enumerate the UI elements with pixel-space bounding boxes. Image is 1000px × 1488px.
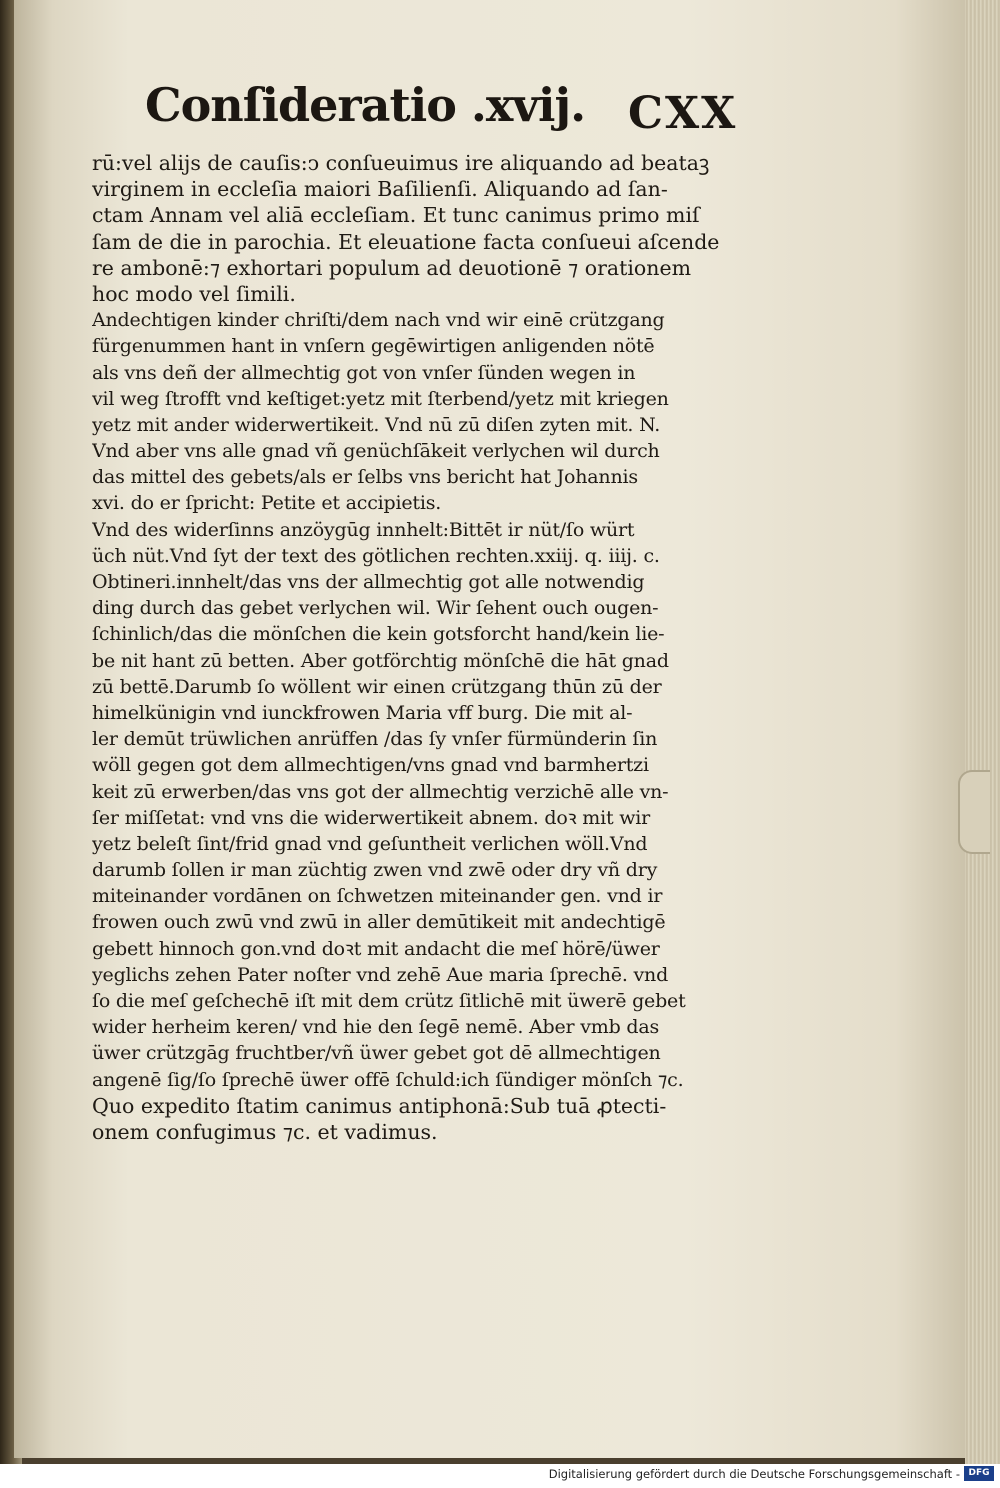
text-line: keit zū erwerben/das vns got der allmechtig verzichē alle vn-	[92, 780, 669, 803]
text-line: rū:vel alijs de cauſis:ↄ conſueuimus ire aliquando ad beataꝫ	[92, 151, 710, 175]
text-line: yetz mit ander widerwertikeit. Vnd nū zū diſen zyten mit. N.	[92, 413, 661, 436]
text-line: ſam de die in parochia. Et eleuatione facta conſueui aſcende	[92, 229, 720, 254]
text-line: ctam Annam vel aliā eccleſiam. Et tunc canimus primo miſ	[92, 203, 700, 228]
text-line: vil weg ſtrofft vnd keſtiget:yetz mit ſterbend/yetz mit kriegen	[92, 387, 669, 410]
text-line: ſer miſſetat: vnd vns die widerwertikeit abnem. doꝛ mit wir	[92, 806, 651, 829]
text-line: Obtineri.innhelt/das vns der allmechtig got alle notwendig	[92, 571, 645, 593]
text-line: zū bettē.Darumb ſo wöllent wir einen crützgang thūn zū der	[92, 675, 662, 698]
text-line: üwer crützgāg fruchtber/vñ üwer gebet got dē allmechtigen	[92, 1042, 661, 1065]
folio-number: CXX	[628, 88, 738, 139]
text-line: gebett hinnoch gon.vnd doꝛt mit andacht die meſ hörē/üwer	[92, 937, 660, 960]
text-line: yeglichs zehen Pater noſter vnd zehē Aue maria ſprechē. vnd	[92, 963, 669, 986]
body-text-block	[92, 150, 772, 1145]
text-line: wider herheim keren/ vnd hie den ſegē nemē. Aber vmb das	[92, 1016, 660, 1039]
text-line: ding durch das gebet verlychen wil. Wir ſehent ouch ougen-	[92, 597, 659, 620]
dfg-logo: DFG	[964, 1466, 994, 1481]
text-line: re ambonē:⁊ exhortari populum ad deuotionē ⁊ orationem	[92, 255, 692, 280]
text-line: Vnd aber vns alle gnad vñ genüchſākeit verlychen wil durch	[92, 440, 660, 463]
text-line: onem confugimus ⁊c. et vadimus.	[92, 1119, 438, 1144]
text-line: ſchinlich/das die mönſchen die kein gotsforcht hand/kein lie-	[92, 623, 665, 646]
text-line: das mittel des gebets/als er ſelbs vns bericht hat Johannis	[92, 466, 638, 489]
text-line: fürgenummen hant in vnſern gegēwirtigen anligenden nötē	[92, 335, 655, 358]
text-line: Quo expedito ſtatim canimus antiphonā:Sub tuā ꝓtecti-	[92, 1093, 667, 1118]
page-fore-edge	[965, 0, 1000, 1464]
text-line: ſo die meſ geſchechē iſt mit dem crütz ſitlichē mit üwerē gebet	[92, 990, 686, 1012]
text-line: himelkünigin vnd iunckfrowen Maria vff burg. Die mit al-	[92, 701, 633, 724]
text-line: Andechtigen kinder chriſti/dem nach vnd wir einē crützgang	[92, 309, 665, 332]
digitization-credit: Digitalisierung gefördert durch die Deutsche Forschungsgemeinschaft -	[548, 1467, 960, 1481]
running-header-title: Conſideratio .xvij.	[145, 78, 586, 132]
text-line: miteinander vordānen on ſchwetzen miteinander gen. vnd ir	[92, 885, 663, 908]
text-line: Vnd des widerſinns anzöygūg innhelt:Bittēt ir nüt/ſo würt	[92, 518, 635, 541]
text-line: frowen ouch zwū vnd zwū in aller demūtikeit mit andechtigē	[92, 911, 666, 934]
text-line: hoc modo vel ſimili.	[92, 281, 296, 306]
text-line: virginem in eccleſia maiori Baſilienſi. Aliquando ad ſan-	[92, 177, 668, 202]
text-line: darumb ſollen ir man züchtig zwen vnd zwē oder dry vñ dry	[92, 859, 658, 882]
book-clasp-tab	[958, 770, 990, 854]
text-line: üch nüt.Vnd ſyt der text des götlichen rechten.xxiij. q. iiij. c.	[92, 544, 660, 567]
text-line: wöll gegen got dem allmechtigen/vns gnad vnd barmhertzi	[92, 754, 649, 777]
text-line: angenē ſig/ſo ſprechē üwer offē ſchuld:ich ſündiger mönſch ⁊c.	[92, 1068, 684, 1091]
text-line: xvi. do er ſpricht: Petite et accipietis.	[92, 492, 442, 515]
text-line: be nit hant zū betten. Aber gotförchtig mönſchē die hāt gnad	[92, 649, 669, 672]
text-line: ler demūt trüwlichen anrüffen /das ſy vnſer fürmünderin ſin	[92, 728, 658, 751]
text-line: yetz beleſt ſint/frid gnad vnd geſuntheit verlichen wöll.Vnd	[92, 832, 648, 855]
text-line: als vns deñ der allmechtig got von vnſer ſünden wegen in	[92, 361, 636, 384]
